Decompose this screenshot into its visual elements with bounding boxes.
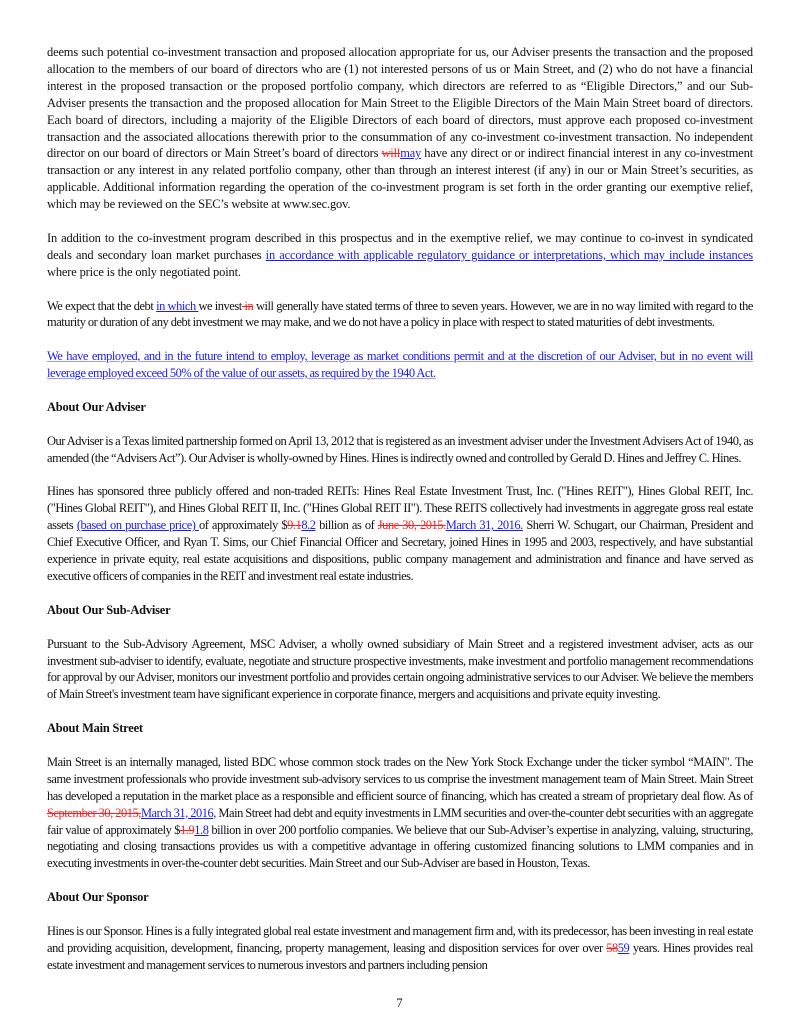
heading-about-our-adviser: About Our Adviser [47,399,146,414]
inserted-text: We have employed, and in the future intend to employ, leverage as market conditions permit and at the discretion of our Adviser, but in no event will leverage employed exceed 50% of the value of our assets, as required by the 1940 Act. [47,349,753,381]
paragraph-sponsor [47,923,753,974]
deleted-text: 9.1 [287,518,302,533]
text: Main Street had debt and equity investments in LMM securities and over-the-counter debt securities with an aggregate fair value of approximately $ [47,805,753,837]
text: will generally have stated terms of three to seven years. However, we are in no way limited with regard to the maturity or duration of any debt investment we may make, and we do not have a policy in place with respect to stated maturities of debt investments. [47,298,753,330]
inserted-text: 59 [617,940,630,955]
paragraph-debt-terms [47,298,753,332]
text: Our Adviser is a Texas limited partnership formed on April 13, 2012 that is registered as an investment adviser under the Investment Advisers Act of 1940, as amended (the “Advisers Act”). Our Adviser is wholly-owned by Hines. Hines is indirectly owned and controlled by Gerald D. Hines and Jeffrey C. Hines. [47,433,753,465]
deleted-text: 58 [606,940,618,955]
text: In addition to the co-investment program described in this prospectus and in the exemptive relief, we may continue to co-invest in syndicated deals and secondary loan market purchases [47,230,753,262]
document-page [47,44,753,991]
paragraph-main-street [47,754,753,872]
page-number: 7 [396,996,403,1010]
deleted-text: June 30, 2015. [377,518,446,533]
deleted-text: will [381,146,401,161]
text: Pursuant to the Sub-Advisory Agreement, MSC Adviser, a wholly owned subsidiary of Main Street and a registered investment adviser, acts as our investment sub-adviser to identify, evaluate, negotiate and structure prospective investments, make investment and portfolio management recommendations for approval by our Adviser, monitors our investment portfolio and provides certain ongoing administrative services to our Adviser. We believe the members of Main Street's investment team have significant experience in corporate finance, mergers and acquisitions and private equity investing. [47,636,753,702]
paragraph-adviser [47,433,753,467]
text: Sherri W. Schugart, our Chairman, President and Chief Executive Officer, and Ryan T. Sims, our Chief Financial Officer and Secretary, joined Hines in 1995 and 2003, respectively, and have substantial experience in private equity, real estate acquisitions and dispositions, public company management and administration and finance and have served as executive officers of companies in the REIT and investment real estate industries. [47,518,753,583]
inserted-text: March 31, 2016. [445,518,523,533]
inserted-text: in accordance with applicable regulatory guidance or interpretations, which may include instances [265,247,754,262]
text: where price is the only negotiated point. [47,264,241,279]
heading-about-our-sponsor: About Our Sponsor [47,890,149,905]
heading-about-our-sub-adviser: About Our Sub-Adviser [47,602,171,617]
text: billion as of [315,518,378,533]
paragraph-co-investment-approval [47,44,753,213]
paragraph-leverage [47,348,753,382]
inserted-text: March 31, 2016, [140,805,216,820]
text: we invest [198,298,242,313]
text: Hines is our Sponsor. Hines is a fully integrated global real estate investment and management firm and, with its predecessor, has been investing in real estate and providing acquisition, development, financing, property management, leasing and disposition services for over over [47,923,753,955]
inserted-text: 1.8 [194,822,209,837]
inserted-text: may [400,146,422,161]
deleted-text: September 30, 2015, [47,805,141,820]
text: years. Hines provides real estate investment and management services to numerous investors and partners including pension [47,940,753,972]
text: Hines has sponsored three publicly offered and non-traded REITs: Hines Real Estate Investment Trust, Inc. ("Hines REIT"), Hines Global REIT, Inc. ("Hines Global REIT"), and Hines Global REIT II, Inc. ("Hines Global REIT II"). These REITS collectively had investments in aggregate gross real estate assets [47,484,753,533]
text: deems such potential co-investment transaction and proposed allocation appropriate for us, our Adviser presents the transaction and the proposed allocation to the members of our board of directors who are (1) not interested persons of us or Main Street, and (2) who do not have a financial interest in the proposed transaction or the proposed portfolio company, which directors are referred to as “Eligible Directors,” and our Sub-Adviser presents the transaction and the proposed allocation for Main Street to the Eligible Directors of the Main Main Street board of directors. Each board of directors, including a majority of the Eligible Directors of each board of directors, must approve each proposed co-investment transaction and the associated allocations therewith prior to the consummation of any co-investment co-investment transaction. No independent director on our board of directors or Main Street’s board of directors [47,45,753,161]
text: of approximately $ [198,518,288,533]
text: We expect that the debt [47,298,157,313]
text: billion in over 200 portfolio companies. We believe that our Sub-Adviser’s expertise in analyzing, valuing, structuring, negotiating and closing transactions provides us with a competitive advantage in offering customized financing solutions to LMM companies and in executing investments in over-the-counter debt securities. Main Street and our Sub-Adviser are based in Houston, Texas. [47,822,753,871]
heading-about-main-street: About Main Street [47,721,143,736]
paragraph-syndicated-deals [47,230,753,281]
deleted-text: in [241,298,254,313]
paragraph-sub-adviser [47,636,753,704]
inserted-text: (based on purchase price) [76,518,199,533]
deleted-text: 1.9 [180,822,195,837]
text: Main Street is an internally managed, listed BDC whose common stock trades on the New York Stock Exchange under the ticker symbol “MAIN". The same investment professionals who provide investment sub-advisory services to us comprise the investment management team of Main Street. Main Street has developed a reputation in the market place as a responsible and efficient source of financing, which has created a stream of proprietary deal flow. As of [47,754,753,803]
paragraph-hines-reits [47,483,753,584]
inserted-text: in which [156,298,199,313]
inserted-text: 8.2 [301,518,316,533]
text: have any direct or or indirect financial interest in any co-investment transaction or any interest in any related portfolio company, other than through an interest interest (if any) in our or Main Street’s securities, as applicable. Additional information regarding the operation of the co-investment program is set forth in the order granting our exemptive relief, which may be reviewed on the SEC’s website at www.sec.gov. [47,146,753,212]
